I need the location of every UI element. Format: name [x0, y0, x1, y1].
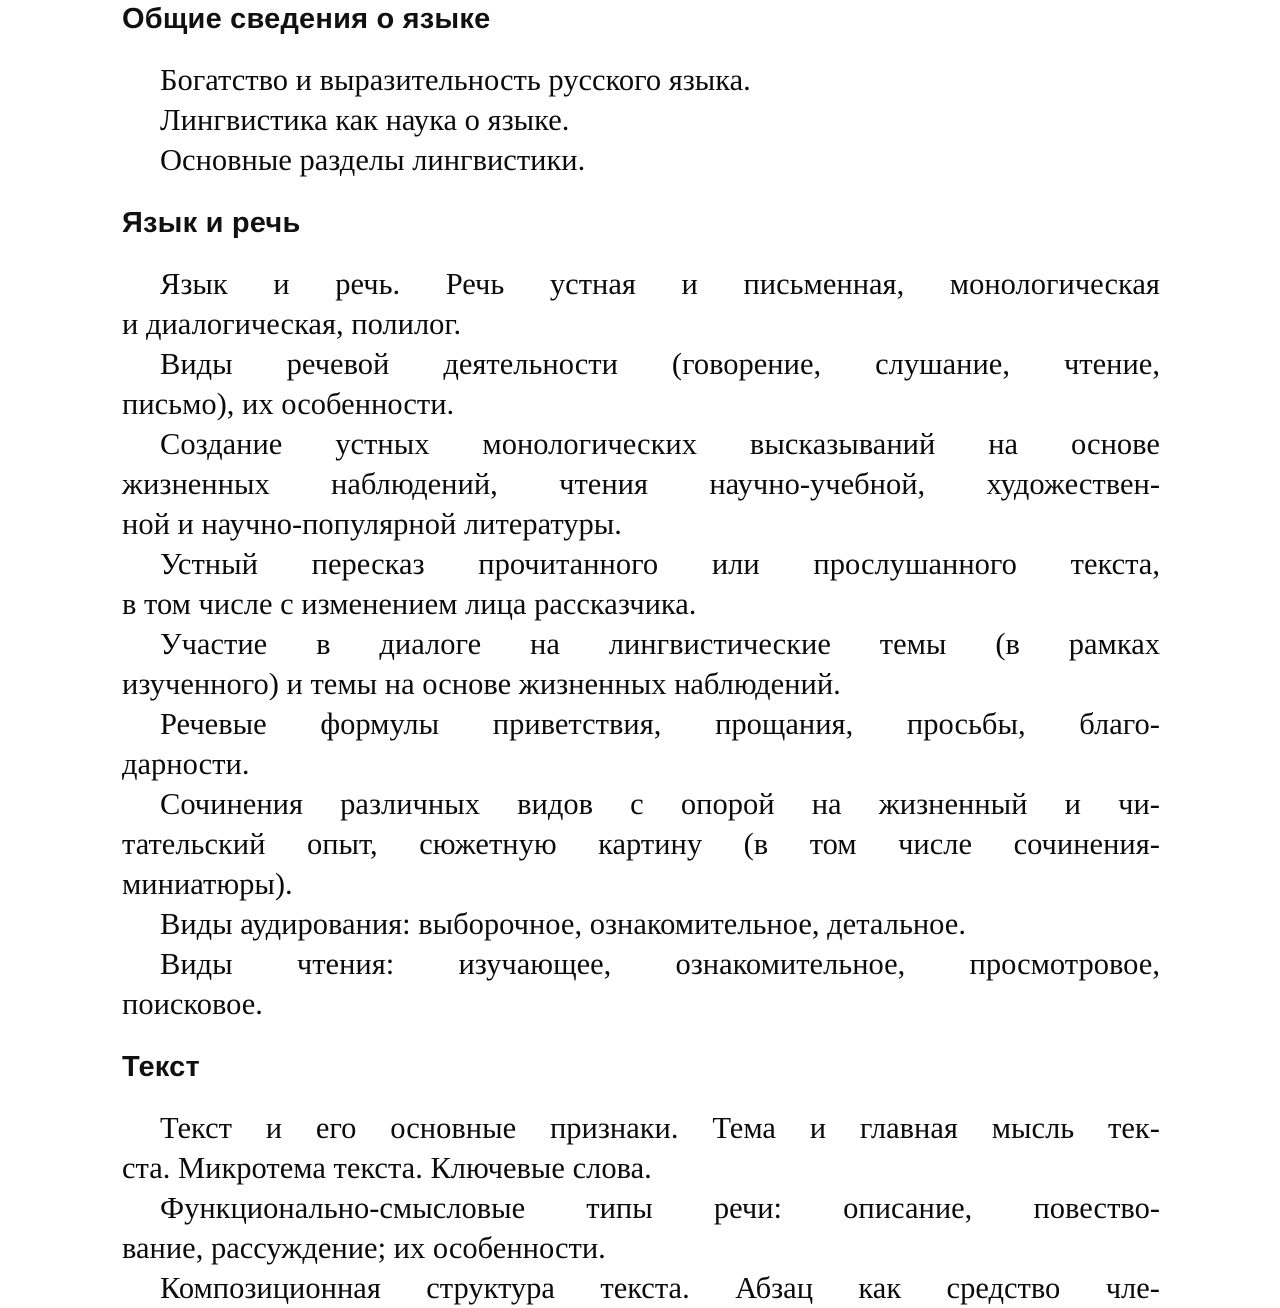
text-word: ознакомительное, — [675, 947, 906, 981]
text-line: вание, рассуждение; их особенности. — [122, 1231, 606, 1265]
text-word: чтение, — [1063, 347, 1160, 381]
text-line — [122, 1188, 1160, 1228]
text-word: текста, — [1070, 547, 1160, 581]
text-word: Текст — [160, 1111, 232, 1145]
text-word: изучающее, — [458, 947, 612, 981]
section-yazyk-i-rech — [122, 206, 1160, 1024]
paragraph-funktsionalno-smyslovye — [122, 1188, 1160, 1268]
text-word: на — [530, 627, 560, 661]
text-word: Речевые — [160, 707, 267, 741]
text-line: дарности. — [122, 747, 250, 781]
text-word: текста. — [600, 1271, 690, 1305]
text-word: сочинения- — [1013, 827, 1160, 861]
text-word: прощания, — [715, 707, 854, 741]
text-word: Функционально-смысловые — [160, 1191, 526, 1225]
text-word: на — [988, 427, 1019, 461]
text-line — [122, 624, 1160, 664]
paragraph-vidy-rechevoy-deyatelnosti — [122, 344, 1160, 424]
section-tekst — [122, 1050, 1160, 1308]
text-line — [122, 824, 1160, 864]
text-word: как — [858, 1271, 902, 1305]
text-word: том — [809, 827, 857, 861]
text-word: (в — [995, 627, 1020, 661]
text-word: художествен- — [986, 467, 1160, 501]
text-line: в том числе с изменением лица рассказчика. — [122, 587, 697, 621]
text-word: Композиционная — [160, 1271, 381, 1305]
text-word: и — [681, 267, 698, 301]
text-word: с — [630, 787, 644, 821]
text-word: приветствия, — [492, 707, 662, 741]
text-line: письмо), их особенности. — [122, 387, 455, 421]
paragraph-rechevye-formuly — [122, 704, 1160, 784]
text-word: на — [811, 787, 842, 821]
text-word: основные — [390, 1111, 517, 1145]
text-word: просмотровое, — [969, 947, 1160, 981]
spacer — [122, 180, 1160, 206]
text-word: устных — [335, 427, 430, 461]
text-word: речи: — [713, 1191, 783, 1225]
text-word: типы — [586, 1191, 653, 1225]
document-content — [122, 0, 1160, 1308]
text-line — [122, 424, 1160, 464]
text-word: формулы — [320, 707, 440, 741]
text-line: и диалогическая, полилог. — [122, 307, 462, 341]
text-word: Создание — [160, 427, 283, 461]
text-word: Виды — [160, 347, 233, 381]
text-line: ста. Микротема текста. Ключевые слова. — [122, 1151, 652, 1185]
text-word: Речь — [445, 267, 505, 301]
paragraph-yazyk-i-rech — [122, 264, 1160, 344]
paragraph-uchastie-v-dialoge — [122, 624, 1160, 704]
text-word: наблюдений, — [331, 467, 498, 501]
text-word: и — [809, 1111, 827, 1145]
section-heading: Язык и речь — [122, 207, 301, 239]
text-word: структура — [426, 1271, 555, 1305]
paragraph-vidy-audirovaniya — [122, 904, 1160, 944]
text-word: сюжетную — [419, 827, 557, 861]
text-line — [122, 344, 1160, 384]
spacer — [122, 36, 1160, 60]
text-word: Участие — [160, 627, 268, 661]
text-line: Богатство и выразительность русского языка. — [160, 63, 751, 97]
text-word: видов — [517, 787, 594, 821]
text-word: опыт, — [306, 827, 378, 861]
text-word: лингвистические — [608, 627, 831, 661]
text-word: устная — [549, 267, 636, 301]
text-line — [122, 464, 1160, 504]
text-word: (в — [743, 827, 769, 861]
text-word: высказываний — [749, 427, 936, 461]
text-word: чтения: — [296, 947, 395, 981]
text-word: диалоге — [379, 627, 482, 661]
text-word: деятельности — [443, 347, 618, 381]
spacer — [122, 1084, 1160, 1108]
text-line: Виды аудирования: выборочное, ознакомительное, детальное. — [160, 907, 966, 941]
text-line — [122, 944, 1160, 984]
spacer — [122, 240, 1160, 264]
text-word: речевой — [286, 347, 390, 381]
text-word: тек- — [1108, 1111, 1160, 1145]
paragraph-osnovnye-razdely — [122, 140, 1160, 180]
text-line: изученного) и темы на основе жизненных наблюдений. — [122, 667, 841, 701]
text-line — [122, 784, 1160, 824]
text-word: описание, — [843, 1191, 973, 1225]
text-word: опорой — [680, 787, 775, 821]
text-word: рамках — [1068, 627, 1160, 661]
paragraph-ustnyy-pereskaz — [122, 544, 1160, 624]
text-word: средство — [946, 1271, 1061, 1305]
text-word: монологических — [482, 427, 697, 461]
text-line: поисковое. — [122, 987, 263, 1021]
text-line — [122, 1108, 1160, 1148]
text-word: Тема — [712, 1111, 776, 1145]
text-word: признаки. — [549, 1111, 679, 1145]
text-line — [122, 544, 1160, 584]
text-word: Виды — [160, 947, 233, 981]
text-word: чле- — [1105, 1271, 1160, 1305]
text-line: Лингвистика как наука о языке. — [160, 103, 570, 137]
text-word: прочитанного — [478, 547, 659, 581]
text-word: жизненный — [878, 787, 1028, 821]
text-word: письменная, — [743, 267, 905, 301]
text-word: и — [1064, 787, 1081, 821]
text-word: научно-учебной, — [709, 467, 926, 501]
text-word: главная — [859, 1111, 958, 1145]
text-word: его — [315, 1111, 357, 1145]
text-word: мысль — [991, 1111, 1075, 1145]
paragraph-tekst-priznaki — [122, 1108, 1160, 1188]
text-word: речь. — [335, 267, 401, 301]
text-word: повество- — [1033, 1191, 1160, 1225]
spacer — [122, 1024, 1160, 1050]
text-word: числе — [898, 827, 973, 861]
section-obshchie-svedeniya-o-yazyke — [122, 0, 1160, 180]
section-heading: Текст — [122, 1051, 200, 1083]
text-line: миниатюры). — [122, 867, 293, 901]
text-word: Сочинения — [160, 787, 303, 821]
text-word: слушание, — [875, 347, 1010, 381]
text-word: прослушанного — [813, 547, 1017, 581]
text-word: чтения — [559, 467, 649, 501]
text-word: и — [265, 1111, 283, 1145]
text-word: и — [273, 267, 290, 301]
text-word: Абзац — [735, 1271, 814, 1305]
text-line: ной и научно-популярной литературы. — [122, 507, 622, 541]
text-word: темы — [879, 627, 947, 661]
text-word: жизненных — [122, 467, 270, 501]
text-word: чи- — [1118, 787, 1160, 821]
text-line — [122, 264, 1160, 304]
text-word: различных — [340, 787, 480, 821]
text-word: в — [316, 627, 331, 661]
paragraph-kompozitsionnaya-struktura — [122, 1268, 1160, 1308]
text-word: монологическая — [949, 267, 1160, 301]
text-word: основе — [1071, 427, 1160, 461]
text-word: просьбы, — [906, 707, 1026, 741]
paragraph-lingvistika-nauka — [122, 100, 1160, 140]
text-word: или — [711, 547, 760, 581]
section-heading: Общие сведения о языке — [122, 3, 491, 35]
paragraph-vidy-chteniya — [122, 944, 1160, 1024]
text-line-truncated — [122, 1268, 1160, 1308]
paragraph-sochineniya-razlichnykh-vidov — [122, 784, 1160, 904]
text-word: картину — [598, 827, 703, 861]
paragraph-bogatstvo — [122, 60, 1160, 100]
text-line — [122, 704, 1160, 744]
text-word: Устный — [160, 547, 258, 581]
text-word: Язык — [160, 267, 228, 301]
text-word: пересказ — [311, 547, 425, 581]
paragraph-sozdanie-ustnykh — [122, 424, 1160, 544]
text-word: благо- — [1079, 707, 1160, 741]
text-word: (говорение, — [671, 347, 822, 381]
text-line: Основные разделы лингвистики. — [160, 143, 586, 177]
text-word: тательский — [122, 827, 266, 861]
